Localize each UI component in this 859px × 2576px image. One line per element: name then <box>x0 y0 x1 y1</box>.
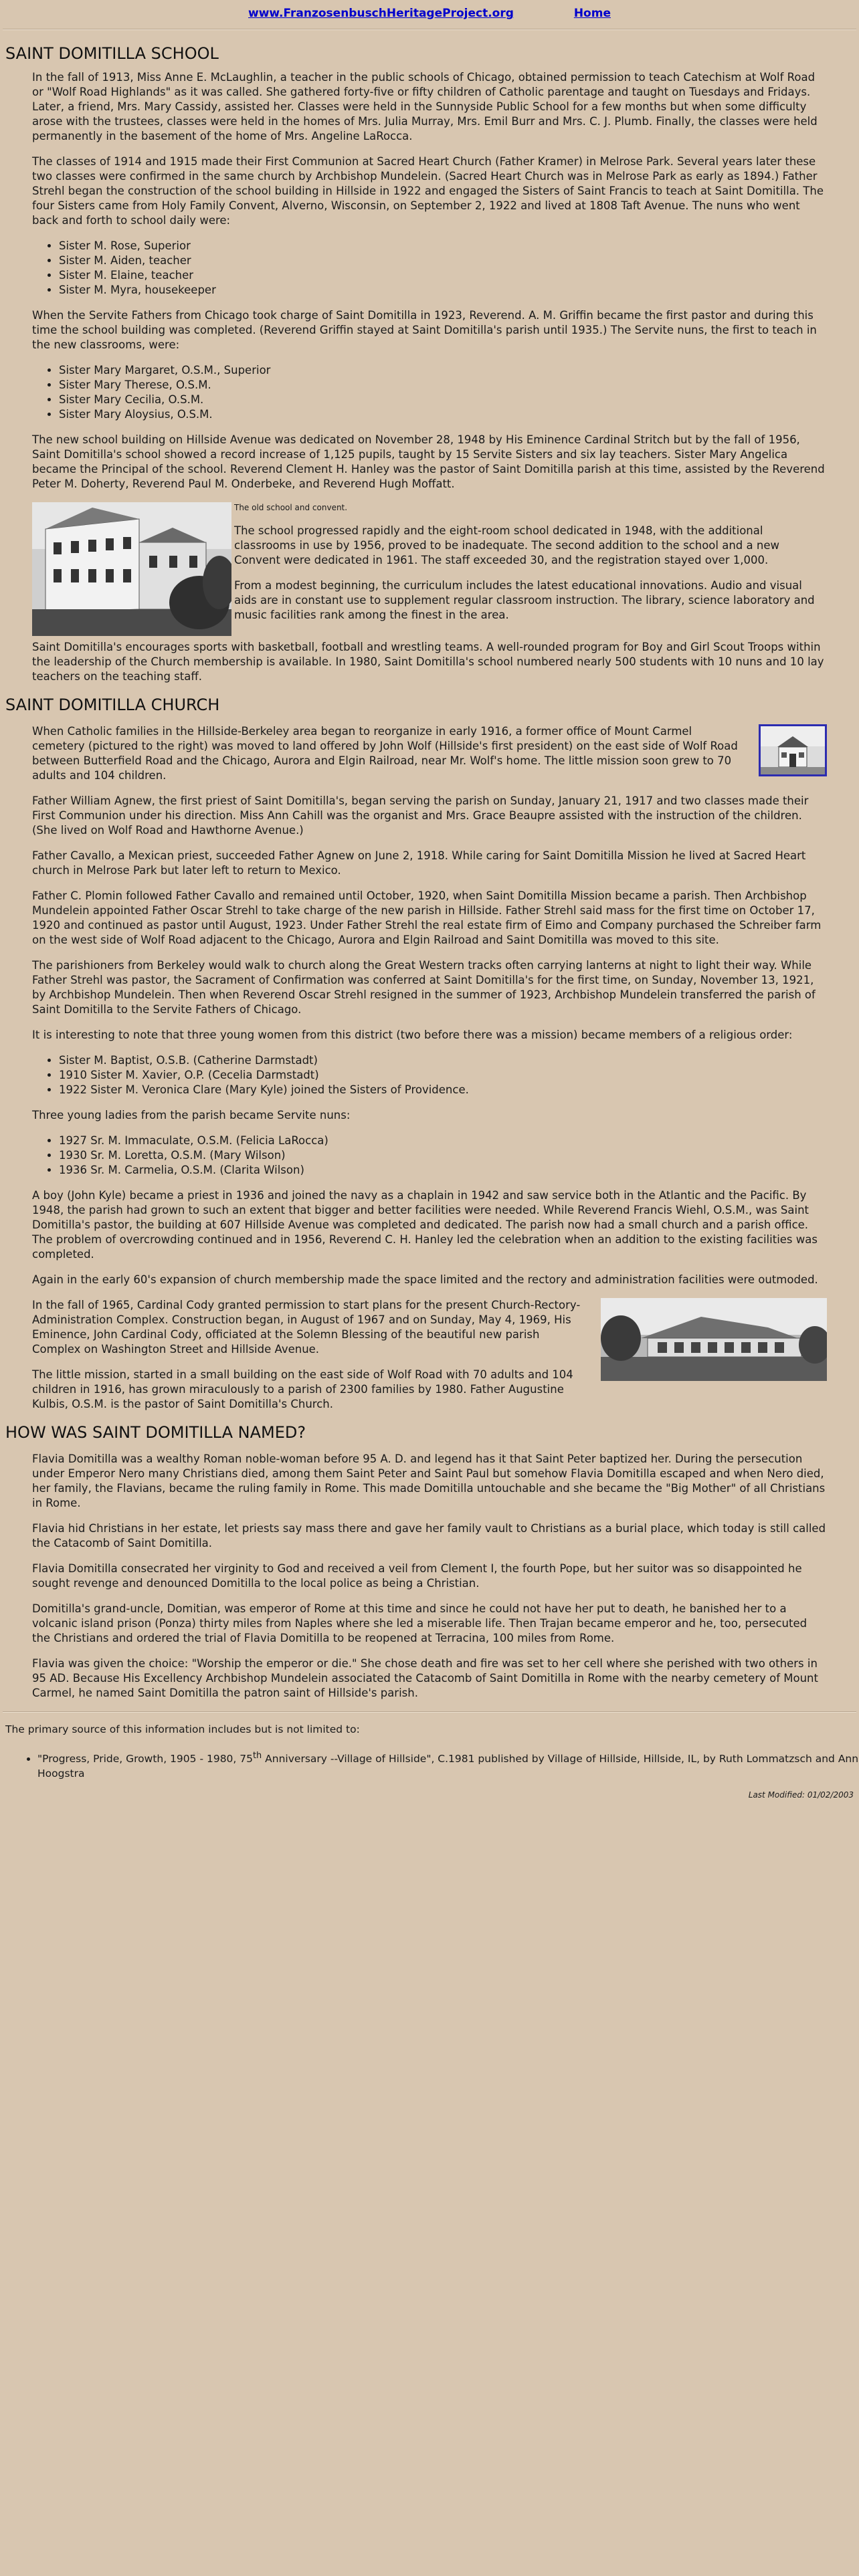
servite-nuns-list <box>32 363 827 422</box>
named-paragraph-1: Flavia Domitilla was a wealthy Roman noble-woman before 95 A. D. and legend has it that Saint Peter baptized her. During the persecution under Emperor Nero many Christians died, among them Saint Peter and Saint Paul but somehow Flavia Domitilla escaped and when Nero died, her family, the Flavians, became the ruling family in Rome. This made Domitilla untouchable and she became the "Big Mother" of all Christians in Rome. <box>32 1453 826 1509</box>
list-item: • Sister M. Myra, housekeeper <box>59 283 827 298</box>
home-link[interactable]: Home <box>573 7 611 20</box>
old-school-photo <box>32 502 231 640</box>
church-paragraph-5: The parishioners from Berkeley would walk to church along the Great Western tracks often carrying lanterns at night to light their way. While Father Strehl was pastor, the Sacrament of Confirmation was conferred at Saint Domitilla's for the first time, on Sunday, November 13, 1921, by Archbishop Mundelein. Then when Reverend Oscar Strehl resigned in the summer of 1923, Archbishop Mundelein transferred the parish of Saint Domitilla to the Servite Fathers of Chicago. <box>32 959 816 1016</box>
mission-office-photo <box>759 724 827 780</box>
list-item: • 1930 Sr. M. Loretta, O.S.M. (Mary Wilson) <box>59 1148 827 1163</box>
sources-intro: The primary source of this information includes but is not limited to: <box>5 1723 360 1735</box>
school-heading: SAINT DOMITILLA SCHOOL <box>5 44 219 63</box>
church-complex-photo <box>601 1298 827 1385</box>
sisters-of-saint-francis-list <box>32 239 827 298</box>
source-text-end: Anniversary --Village of Hillside", C.1981 published by Village of Hillside, Hillside, IL, by Ruth Lommatzsch and Ann Hoogstra <box>37 1753 859 1780</box>
list-item: • Sister M. Aiden, teacher <box>59 253 827 268</box>
church-paragraph-1: When Catholic families in the Hillside-Berkeley area began to reorganize in early 1916, a former office of Mount Carmel cemetery (pictured to the right) was moved to land offered by John Wolf (Hillside's first president) on the east side of Wolf Road between Butterfield Road and the Chicago, Aurora and Elgin Railroad, near Mr. Wolf's home. The little mission soon grew to 70 adults and 104 children. <box>32 725 738 782</box>
named-paragraph-3: Flavia Domitilla consecrated her virginity to God and received a veil from Clement I, the fourth Pope, but her suitor was so disappointed he sought revenge and denounced Domitilla to the local police as being a Christian. <box>32 1562 802 1590</box>
list-item: • 1927 Sr. M. Immaculate, O.S.M. (Felicia LaRocca) <box>59 1134 827 1148</box>
list-item: • 1922 Sister M. Veronica Clare (Mary Kyle) joined the Sisters of Providence. <box>59 1083 827 1097</box>
list-item: • Sister Mary Aloysius, O.S.M. <box>59 407 827 422</box>
church-paragraph-9: Again in the early 60's expansion of church membership made the space limited and the rectory and administration facilities were outmoded. <box>32 1273 818 1286</box>
servite-nuns-parish-list <box>32 1134 827 1178</box>
named-paragraph-5: Flavia was given the choice: "Worship the emperor or die." She chose death and fire was set to her cell where she perished with two others in 95 AD. Because His Excellency Archbishop Mundelein associated the Catacomb of Saint Domitilla in Rome with the nearby cemetery of Mount Carmel, he named Saint Domitilla the patron saint of Hillside's parish. <box>32 1657 818 1699</box>
church-paragraph-10: In the fall of 1965, Cardinal Cody granted permission to start plans for the present Church-Rectory-Administration Complex. Construction began, in August of 1967 and on Sunday, May 4, 1969, His Eminence, John Cardinal Cody, officiated at the Solemn Blessing of the beautiful new parish Complex on Washington Street and Hillside Avenue. <box>32 1299 581 1356</box>
top-nav <box>0 0 859 25</box>
named-heading: HOW WAS SAINT DOMITILLA NAMED? <box>5 1423 306 1442</box>
religious-women-list <box>32 1053 827 1097</box>
named-paragraph-4: Domitilla's grand-uncle, Domitian, was emperor of Rome at this time and since he could not have her put to death, he banished her to a volcanic island prison (Ponza) thirty miles from Naples where she led a miserable life. Then Trajan became emperor and he, too, persecuted the Christians and ordered the trial of Flavia Domitilla to be reopened at Terracina, 100 miles from Rome. <box>32 1602 807 1644</box>
school-paragraph-7: Saint Domitilla's encourages sports with basketball, football and wrestling teams. A well-rounded program for Boy and Girl Scout Troops within the leadership of the Church membership is available. In 1980, Saint Domitilla's school numbered nearly 500 students with 10 nuns and 10 lay teachers on the teaching staff. <box>32 641 824 683</box>
school-section <box>0 70 859 684</box>
church-paragraph-11: The little mission, started in a small building on the east side of Wolf Road with 70 adults and 104 children in 1916, has grown miraculously to a parish of 2300 families by 1980. Father Augustine Kulbis, O.S.M. is the pastor of Saint Domitilla's Church. <box>32 1368 573 1410</box>
bottom-divider <box>3 1711 856 1713</box>
list-item: • Sister M. Rose, Superior <box>59 239 827 253</box>
school-paragraph-4: The new school building on Hillside Avenue was dedicated on November 28, 1948 by His Eminence Cardinal Stritch but by the fall of 1956, Saint Domitilla's school showed a record increase of 1,125 pupils, taught by 15 Servite Sisters and six lay teachers. Sister Mary Angelica became the Principal of the school. Reverend Clement H. Hanley was the pastor of Saint Domitilla parish at this time, assisted by the Reverend Peter M. Doherty, Reverend Paul M. Onderbeke, and Reverend Hugh Moffatt. <box>32 433 825 490</box>
top-divider <box>3 29 856 30</box>
named-section <box>0 1452 859 1701</box>
church-paragraph-7: Three young ladies from the parish became Servite nuns: <box>32 1109 351 1121</box>
list-item: • Sister Mary Therese, O.S.M. <box>59 378 827 393</box>
school-paragraph-1: In the fall of 1913, Miss Anne E. McLaughlin, a teacher in the public schools of Chicago, obtained permission to teach Catechism at Wolf Road or "Wolf Road Highlands" as it was called. She gathered forty-five or fifty children of Catholic parentage and taught on Tuesdays and Fridays. Later, a friend, Mrs. Mary Cassidy, assisted her. Classes were held in the Sunnyside Public School for a few months but when some difficulty arose with the trustees, classes were held in the homes of Mrs. Julia Murray, Mrs. Emil Burr and Mrs. C. J. Plumb. Finally, the classes were held permanently in the basement of the home of Mrs. Angeline LaRocca. <box>32 71 818 142</box>
school-paragraph-2: The classes of 1914 and 1915 made their First Communion at Sacred Heart Church (Father Kramer) in Melrose Park. Several years later these two classes were confirmed in the same church by Archbishop Mundelein. (Sacred Heart Church was in Melrose Park as early as 1894.) Father Strehl began the construction of the school building in Hillside in 1922 and engaged the Sisters of Saint Francis to teach at Saint Domitilla. The four Sisters came from Holy Family Convent, Alverno, Wisconsin, on September 2, 1922 and lived at 1808 Taft Avenue. The nuns who went back and forth to school daily were: <box>32 155 824 227</box>
church-paragraph-4: Father C. Plomin followed Father Cavallo and remained until October, 1920, when Saint Domitilla Mission became a parish. Then Archbishop Mundelein appointed Father Oscar Strehl to take charge of the new parish in Hillside. Father Strehl said mass for the first time on October 17, 1920 and continued as pastor until August, 1923. Under Father Strehl the real estate firm of Eimo and Company purchased the Schreiber farm on the west side of Wolf Road adjacent to the Chicago, Aurora and Elgin Railroad and Saint Domitilla was moved to this site. <box>32 889 822 946</box>
source-item <box>37 1749 859 1781</box>
church-paragraph-6: It is interesting to note that three young women from this district (two before there was a mission) became members of a religious order: <box>32 1029 793 1041</box>
school-paragraph-5: The school progressed rapidly and the eight-room school dedicated in 1948, with the additional classrooms in use by 1956, proved to be inadequate. The second addition to the school and a new Convent were dedicated in 1961. The staff exceeded 30, and the registration stayed over 1,000. <box>234 524 779 566</box>
list-item: • Sister Mary Margaret, O.S.M., Superior <box>59 363 827 378</box>
list-item: • 1910 Sister M. Xavier, O.P. (Cecelia Darmstadt) <box>59 1068 827 1083</box>
church-paragraph-2: Father William Agnew, the first priest of Saint Domitilla's, began serving the parish on Sunday, January 21, 1917 and two classes made their First Communion under his direction. Miss Ann Cahill was the organist and Mrs. Grace Beaupre assisted with the instruction of the children. (She lived on Wolf Road and Hawthorne Avenue.) <box>32 794 809 837</box>
church-heading: SAINT DOMITILLA CHURCH <box>5 695 220 714</box>
list-item: • Sister Mary Cecilia, O.S.M. <box>59 393 827 407</box>
last-modified: Last Modified: 01/02/2003 <box>748 1790 854 1800</box>
school-paragraph-3: When the Servite Fathers from Chicago took charge of Saint Domitilla in 1923, Reverend. A. M. Griffin became the first pastor and during this time the school building was completed. (Reverend Griffin stayed at Saint Domitilla's parish until 1935.) The Servite nuns, the first to teach in the new classrooms, were: <box>32 309 817 351</box>
source-superscript: th <box>253 1751 262 1761</box>
church-section <box>0 724 859 1422</box>
photo-caption: The old school and convent. <box>234 503 348 512</box>
list-item: • Sister M. Baptist, O.S.B. (Catherine Darmstadt) <box>59 1053 827 1068</box>
sources-list <box>0 1749 859 1781</box>
source-text-start: "Progress, Pride, Growth, 1905 - 1980, 75 <box>37 1753 253 1765</box>
school-paragraph-6: From a modest beginning, the curriculum includes the latest educational innovations. Audio and visual aids are in constant use to supplement regular classroom instruction. The library, science laboratory and music facilities rank among the finest in the area. <box>234 579 815 621</box>
church-paragraph-8: A boy (John Kyle) became a priest in 1936 and joined the navy as a chaplain in 1942 and saw service both in the Atlantic and the Pacific. By 1948, the parish had grown to such an extent that bigger and better facilities were needed. While Reverend Francis Wiehl, O.S.M., was Saint Domitilla's pastor, the building at 607 Hillside Avenue was completed and dedicated. The parish now had a small church and a parish office. The problem of overcrowding continued and in 1956, Reverend C. H. Hanley led the celebration when an addition to the existing facilities was completed. <box>32 1189 818 1261</box>
list-item: • 1936 Sr. M. Carmelia, O.S.M. (Clarita Wilson) <box>59 1163 827 1178</box>
named-paragraph-2: Flavia hid Christians in her estate, let priests say mass there and gave her family vault to Christians as a burial place, which today is still called the Catacomb of Saint Domitilla. <box>32 1522 826 1549</box>
site-link[interactable]: www.FranzosenbuschHeritageProject.org <box>248 7 514 20</box>
list-item: • Sister M. Elaine, teacher <box>59 268 827 283</box>
church-paragraph-3: Father Cavallo, a Mexican priest, succeeded Father Agnew on June 2, 1918. While caring for Saint Domitilla Mission he lived at Sacred Heart church in Melrose Park but later left to return to Mexico. <box>32 849 806 877</box>
